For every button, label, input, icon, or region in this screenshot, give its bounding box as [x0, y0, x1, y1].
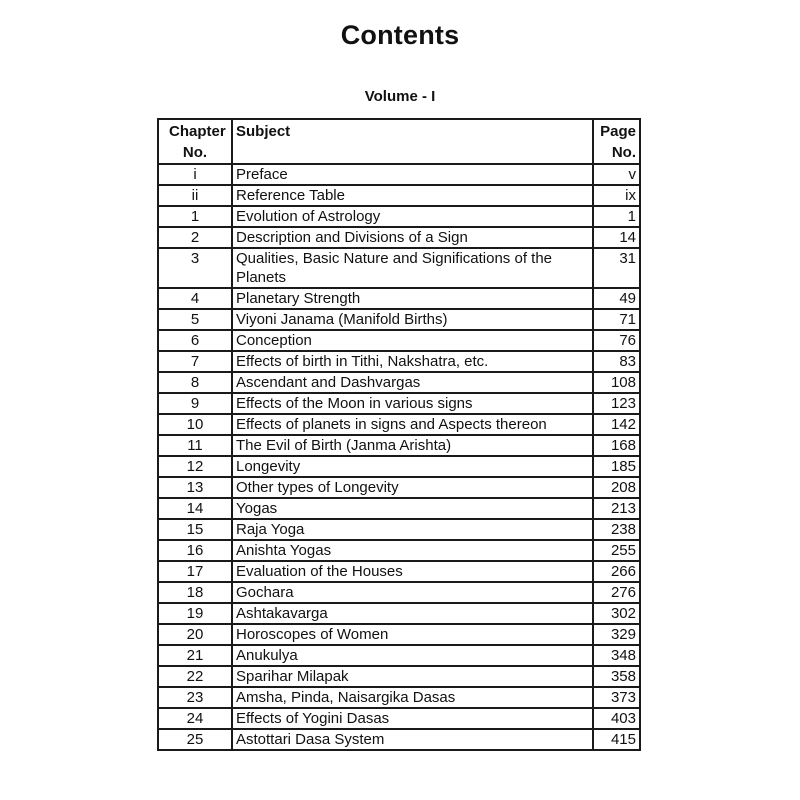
table-row — [158, 561, 640, 582]
chapter-number: 14 — [158, 498, 232, 519]
chapter-number: 24 — [158, 708, 232, 729]
table-row — [158, 645, 640, 666]
header-chapter-no — [158, 119, 232, 164]
page-number: 415 — [593, 729, 640, 750]
chapter-subject: Astottari Dasa System — [232, 729, 593, 750]
chapter-number: 9 — [158, 393, 232, 414]
chapter-subject: Effects of birth in Tithi, Nakshatra, etc. — [232, 351, 593, 372]
page-number: 208 — [593, 477, 640, 498]
page-number: 83 — [593, 351, 640, 372]
table-header-row — [158, 119, 640, 164]
chapter-subject: Anishta Yogas — [232, 540, 593, 561]
chapter-subject: Sparihar Milapak — [232, 666, 593, 687]
chapter-number: 10 — [158, 414, 232, 435]
page-number: 49 — [593, 288, 640, 309]
chapter-number: 12 — [158, 456, 232, 477]
page-number: 14 — [593, 227, 640, 248]
table-row — [158, 414, 640, 435]
chapter-subject: Description and Divisions of a Sign — [232, 227, 593, 248]
chapter-subject: Gochara — [232, 582, 593, 603]
chapter-number: 13 — [158, 477, 232, 498]
page-number: 76 — [593, 330, 640, 351]
table-row — [158, 708, 640, 729]
chapter-subject: Ascendant and Dashvargas — [232, 372, 593, 393]
page-number: 348 — [593, 645, 640, 666]
table-row — [158, 582, 640, 603]
table-row — [158, 729, 640, 750]
chapter-subject: Planetary Strength — [232, 288, 593, 309]
table-row — [158, 687, 640, 708]
chapter-number: 8 — [158, 372, 232, 393]
chapter-subject: Anukulya — [232, 645, 593, 666]
page-number: 31 — [593, 248, 640, 288]
table-row — [158, 227, 640, 248]
chapter-subject: Qualities, Basic Nature and Significations of the Planets — [232, 248, 593, 288]
page-number: 1 — [593, 206, 640, 227]
chapter-subject: Yogas — [232, 498, 593, 519]
chapter-number: 3 — [158, 248, 232, 288]
chapter-number: ii — [158, 185, 232, 206]
chapter-number: 2 — [158, 227, 232, 248]
chapter-number: 22 — [158, 666, 232, 687]
table-row — [158, 498, 640, 519]
page-number: 168 — [593, 435, 640, 456]
table-row — [158, 288, 640, 309]
page-number: 108 — [593, 372, 640, 393]
chapter-number: 17 — [158, 561, 232, 582]
table-row — [158, 477, 640, 498]
table-row — [158, 309, 640, 330]
page-number: 358 — [593, 666, 640, 687]
page-number: 213 — [593, 498, 640, 519]
table-row — [158, 519, 640, 540]
chapter-number: 20 — [158, 624, 232, 645]
page-number: 329 — [593, 624, 640, 645]
chapter-number: 5 — [158, 309, 232, 330]
chapter-subject: The Evil of Birth (Janma Arishta) — [232, 435, 593, 456]
header-page-no — [593, 119, 640, 164]
chapter-number: 1 — [158, 206, 232, 227]
chapter-number: 25 — [158, 729, 232, 750]
table-row — [158, 185, 640, 206]
chapter-subject: Effects of Yogini Dasas — [232, 708, 593, 729]
page-number: v — [593, 164, 640, 185]
chapter-number: 16 — [158, 540, 232, 561]
chapter-number: 18 — [158, 582, 232, 603]
chapter-subject: Viyoni Janama (Manifold Births) — [232, 309, 593, 330]
table-row — [158, 393, 640, 414]
table-row — [158, 351, 640, 372]
chapter-number: 15 — [158, 519, 232, 540]
table-row — [158, 435, 640, 456]
table-row — [158, 330, 640, 351]
table-row — [158, 666, 640, 687]
contents-table-body — [158, 164, 640, 750]
table-row — [158, 206, 640, 227]
chapter-subject: Raja Yoga — [232, 519, 593, 540]
page-number: 266 — [593, 561, 640, 582]
table-row — [158, 603, 640, 624]
chapter-subject: Amsha, Pinda, Naisargika Dasas — [232, 687, 593, 708]
page-number: 373 — [593, 687, 640, 708]
volume-title: Volume - I — [364, 88, 436, 105]
chapter-number: i — [158, 164, 232, 185]
chapter-subject: Ashtakavarga — [232, 603, 593, 624]
table-row — [158, 164, 640, 185]
chapter-subject: Longevity — [232, 456, 593, 477]
page-number: ix — [593, 185, 640, 206]
page-number: 302 — [593, 603, 640, 624]
page-number: 142 — [593, 414, 640, 435]
chapter-number: 4 — [158, 288, 232, 309]
chapter-subject: Conception — [232, 330, 593, 351]
page-number: 71 — [593, 309, 640, 330]
table-row — [158, 540, 640, 561]
page-number: 238 — [593, 519, 640, 540]
table-row — [158, 456, 640, 477]
page-number: 276 — [593, 582, 640, 603]
page-title: Contents — [340, 20, 460, 50]
table-row — [158, 248, 640, 288]
contents-table — [157, 118, 641, 751]
chapter-subject: Preface — [232, 164, 593, 185]
chapter-number: 21 — [158, 645, 232, 666]
chapter-subject: Horoscopes of Women — [232, 624, 593, 645]
chapter-subject: Evolution of Astrology — [232, 206, 593, 227]
chapter-subject: Effects of planets in signs and Aspects thereon — [232, 414, 593, 435]
chapter-subject: Evaluation of the Houses — [232, 561, 593, 582]
page-number: 185 — [593, 456, 640, 477]
chapter-number: 11 — [158, 435, 232, 456]
chapter-subject: Other types of Longevity — [232, 477, 593, 498]
header-subject: Subject — [232, 119, 593, 164]
chapter-number: 7 — [158, 351, 232, 372]
header-chapter-label: Chapter No. — [169, 123, 226, 161]
table-row — [158, 624, 640, 645]
page-number: 255 — [593, 540, 640, 561]
chapter-number: 23 — [158, 687, 232, 708]
chapter-subject: Reference Table — [232, 185, 593, 206]
table-row — [158, 372, 640, 393]
chapter-number: 6 — [158, 330, 232, 351]
page-number: 123 — [593, 393, 640, 414]
chapter-subject: Effects of the Moon in various signs — [232, 393, 593, 414]
page-number: 403 — [593, 708, 640, 729]
chapter-number: 19 — [158, 603, 232, 624]
header-page-label: Page No. — [600, 123, 636, 161]
